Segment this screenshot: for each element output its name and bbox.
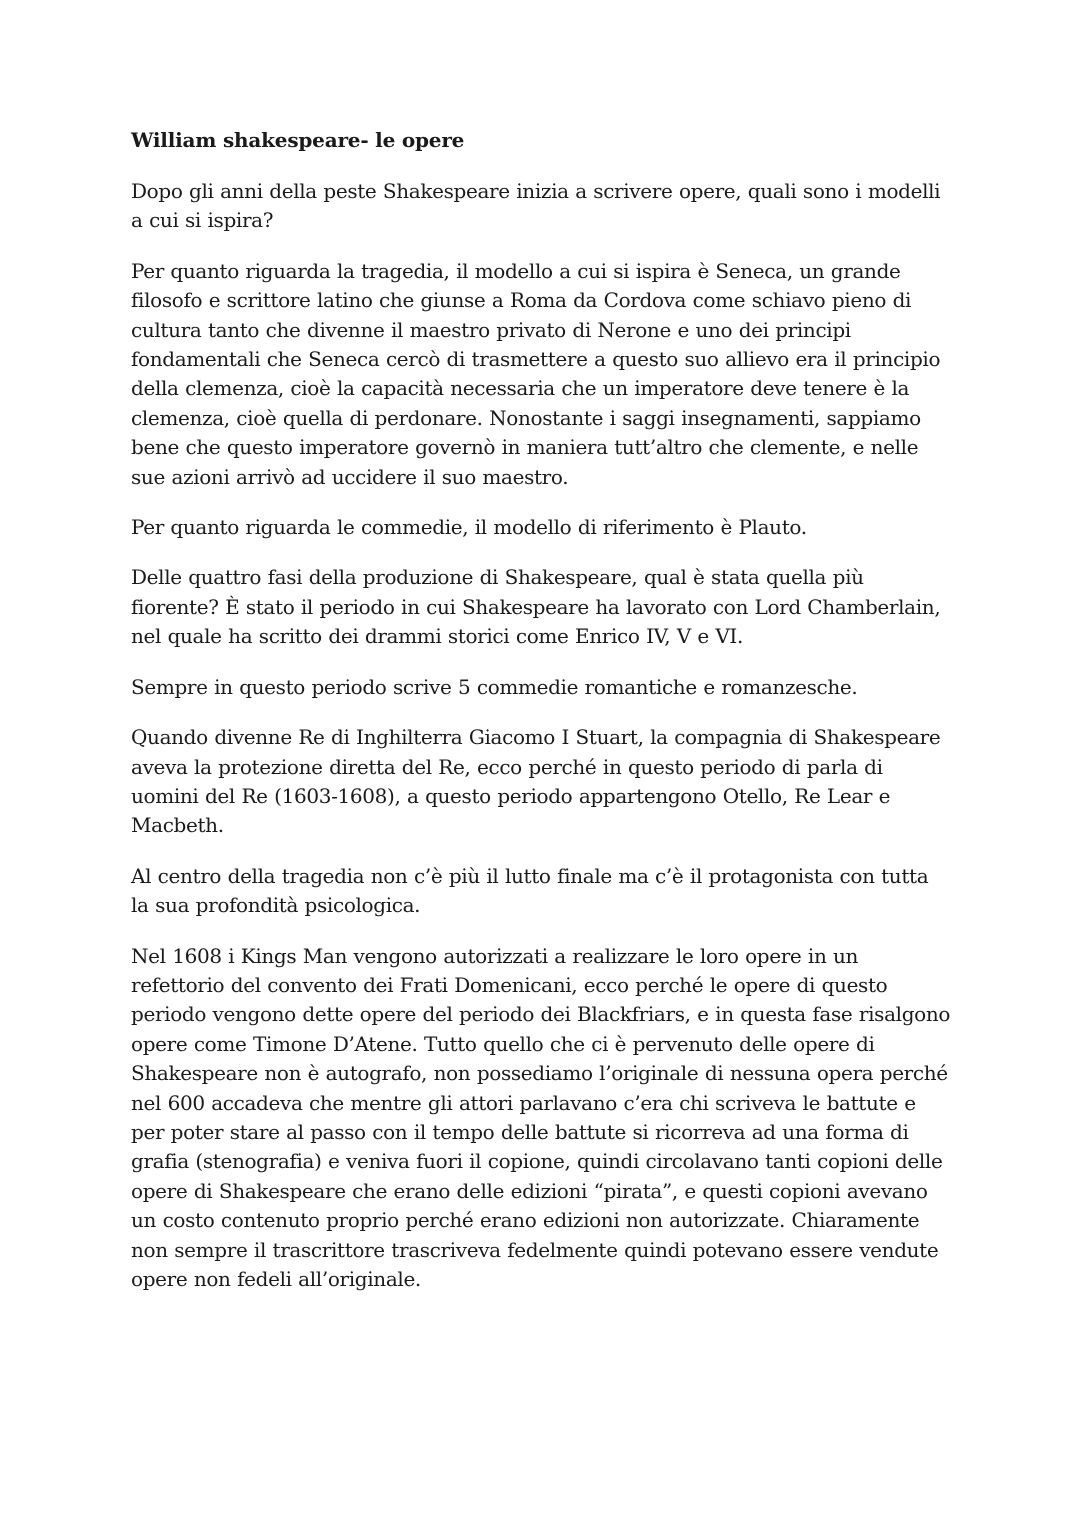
paragraph-tragedy-seneca: Per quanto riguarda la tragedia, il modello a cui si ispira è Seneca, un grande filosofo e scrittore latino che giunse a Roma da Cordova come schiavo pieno di cultura tanto che divenne il maestro privato di Nerone e uno dei principi fondamentali che Seneca cercò di trasmettere a questo suo allievo era il principio della clemenza, cioè la capacità necessaria che un imperatore deve tenere è la clemenza, cioè quella di perdonare. Nonostante i saggi insegnamenti, sappiamo bene che questo imperatore governò in maniera tutt’altro che clemente, e nelle sue azioni arrivò ad uccidere il suo maestro. [131, 258, 941, 489]
paragraph-comedy-plauto: Per quanto riguarda le commedie, il modello di riferimento è Plauto. [131, 515, 807, 540]
document-title: William shakespeare- le opere [131, 128, 465, 152]
document-page [131, 126, 951, 1315]
paragraph-blackfriars: Nel 1608 i Kings Man vengono autorizzati a realizzare le loro opere in un refettorio del convento dei Frati Domenicani, ecco perché le opere di questo periodo vengono dette opere del periodo dei Blackfriars, e in questa fase risalgono opere come Timone D’Atene. Tutto quello che ci è pervenuto delle opere di Shakespeare non è autografo, non possediamo l’originale di nessuna opera perché nel 600 accadeva che mentre gli attori parlavano c’era chi scriveva le battute e per poter stare al passo con il tempo delle battute si ricorreva ad una forma di grafia (stenografia) e veniva fuori il copione, quindi circolavano tanti copioni delle opere di Shakespeare che erano delle edizioni “pirata”, e questi copioni avevano un costo contenuto proprio perché erano edizioni non autorizzate. Chiaramente non sempre il trascrittore trascriveva fedelmente quindi potevano essere vendute opere non fedeli all’originale. [131, 943, 951, 1291]
paragraph-intro: Dopo gli anni della peste Shakespeare inizia a scrivere opere, quali sono i modelli a cui si ispira? [131, 179, 941, 233]
paragraph-tragedy-center: Al centro della tragedia non c’è più il lutto finale ma c’è il protagonista con tutta la sua profondità psicologica. [131, 863, 929, 918]
paragraph-four-phases: Delle quattro fasi della produzione di Shakespeare, qual è stata quella più fiorente? È stato il periodo in cui Shakespeare ha lavorato con Lord Chamberlain, nel quale ha scritto dei drammi storici come Enrico IV, V e VI. [131, 565, 941, 649]
paragraph-romantic-comedies: Sempre in questo periodo scrive 5 commedie romantiche e romanzesche. [131, 674, 858, 699]
paragraph-kings-men: Quando divenne Re di Inghilterra Giacomo I Stuart, la compagnia di Shakespeare aveva la protezione diretta del Re, ecco perché in questo periodo di parla di uomini del Re (1603-1608), a questo periodo appartengono Otello, Re Lear e Macbeth. [131, 725, 941, 838]
